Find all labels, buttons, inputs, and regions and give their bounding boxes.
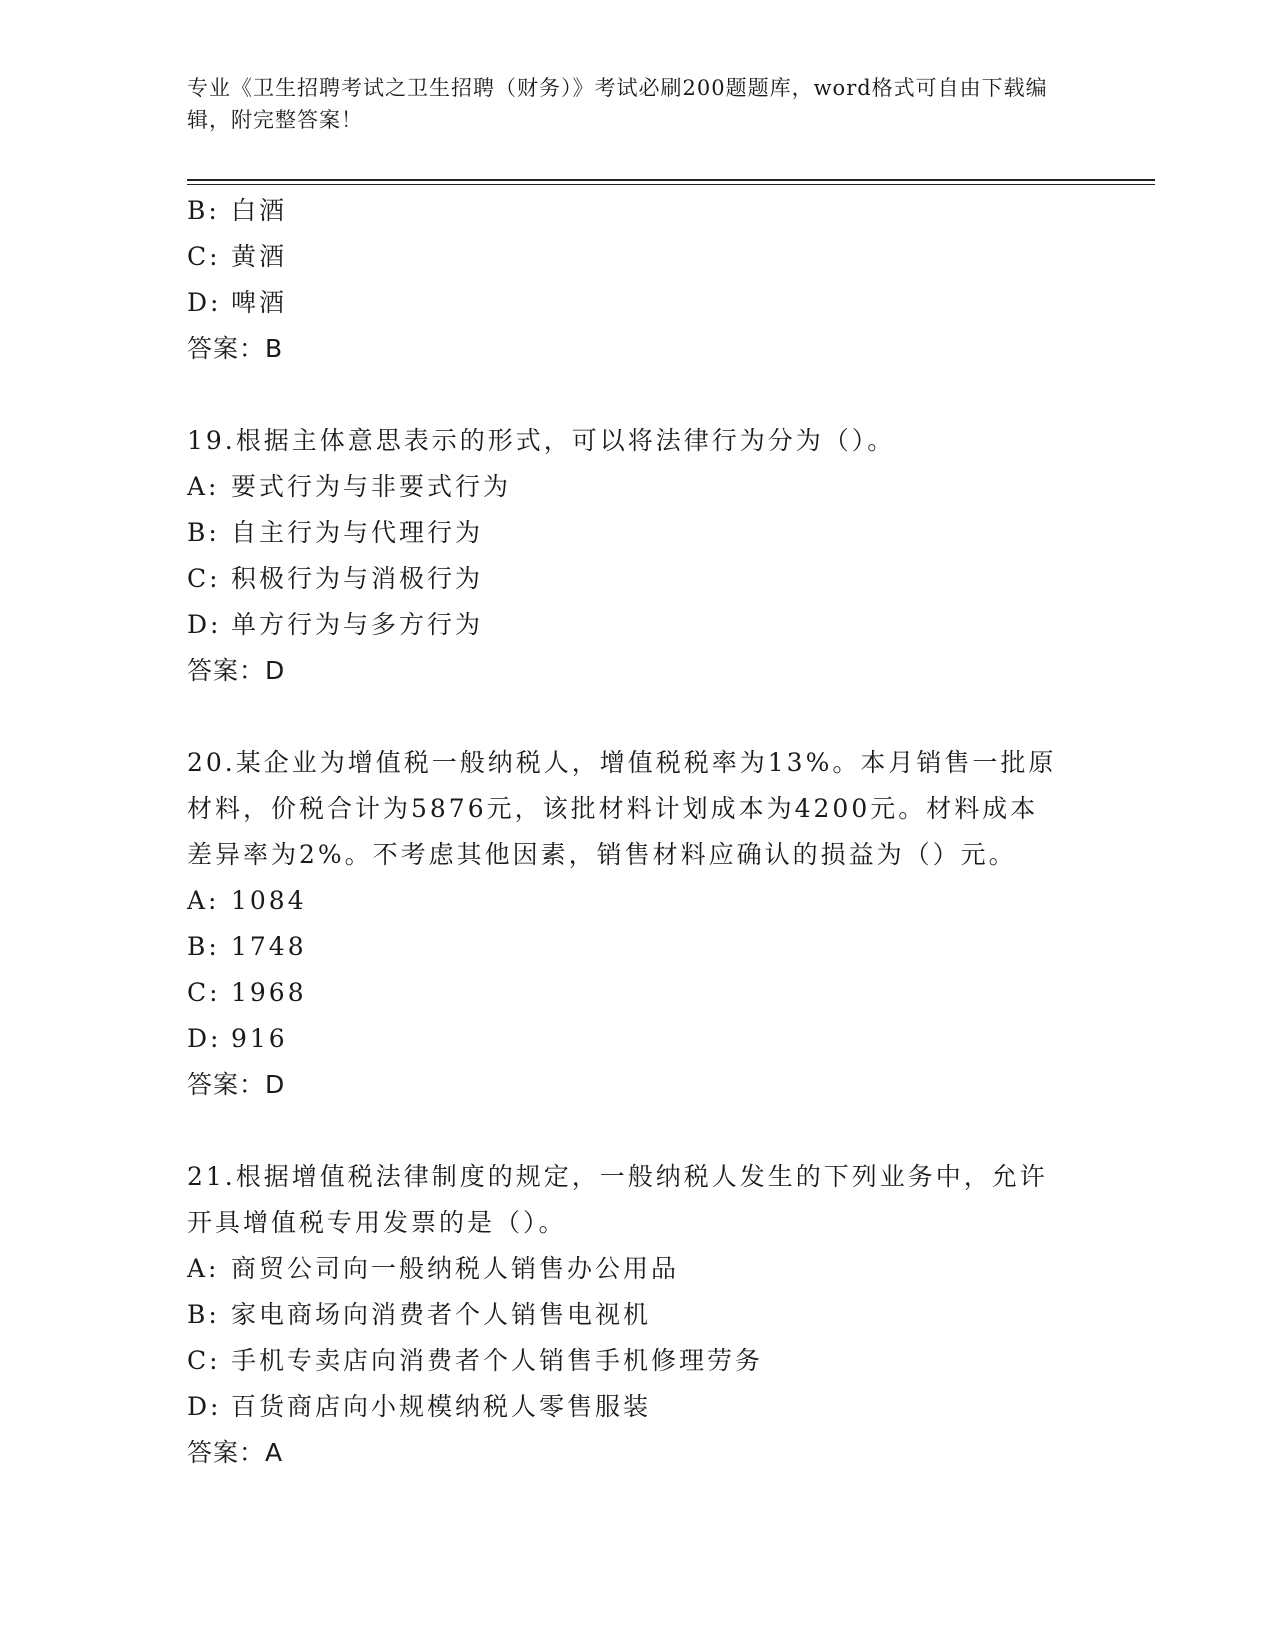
header-rule-thick <box>187 179 1155 181</box>
option-a <box>187 1246 1067 1292</box>
option-c <box>187 234 1067 280</box>
option-key: B: <box>187 196 220 225</box>
option-b <box>187 924 1067 970</box>
option-d <box>187 280 1067 326</box>
spacer <box>187 1108 1067 1154</box>
option-text: 白酒 <box>231 196 288 225</box>
option-text: 手机专卖店向消费者个人销售手机修理劳务 <box>231 1346 764 1375</box>
question-stem-line: 开具增值税专用发票的是（）。 <box>187 1208 567 1237</box>
option-text: 1968 <box>231 978 307 1007</box>
option-key: A: <box>187 886 220 915</box>
option-key: A: <box>187 1254 220 1283</box>
header-rule-thin <box>187 184 1155 185</box>
page-header: 专业《卫生招聘考试之卫生招聘（财务）》考试必刷200题题库，word格式可自由下载编辑，附完整答案！ <box>187 76 1048 132</box>
option-d <box>187 602 1067 648</box>
question-stem-line: 21.根据增值税法律制度的规定，一般纳税人发生的下列业务中，允许 <box>187 1162 1048 1191</box>
option-text: 商贸公司向一般纳税人销售办公用品 <box>231 1254 680 1283</box>
option-a <box>187 464 1067 510</box>
option-key: B: <box>187 932 220 961</box>
option-text: 1084 <box>231 886 307 915</box>
spacer <box>187 694 1067 740</box>
option-d <box>187 1384 1067 1430</box>
option-key: D: <box>187 1024 222 1053</box>
option-b <box>187 510 1067 556</box>
option-text: 1748 <box>231 932 307 961</box>
option-c <box>187 1338 1067 1384</box>
option-b <box>187 188 1067 234</box>
option-key: B: <box>187 518 220 547</box>
option-key: C: <box>187 564 221 593</box>
option-key: D: <box>187 610 222 639</box>
option-a <box>187 878 1067 924</box>
option-d <box>187 1016 1067 1062</box>
option-b <box>187 1292 1067 1338</box>
option-text: 单方行为与多方行为 <box>231 610 484 639</box>
option-key: C: <box>187 1346 221 1375</box>
option-text: 黄酒 <box>231 242 288 271</box>
option-key: B: <box>187 1300 220 1329</box>
option-text: 家电商场向消费者个人销售电视机 <box>231 1300 652 1329</box>
option-text: 要式行为与非要式行为 <box>231 472 512 501</box>
option-c <box>187 556 1067 602</box>
question-list <box>187 188 1067 1476</box>
option-key: C: <box>187 978 221 1007</box>
option-text: 啤酒 <box>231 288 288 317</box>
spacer <box>187 372 1067 418</box>
answer-line: 答案：D <box>187 1070 286 1099</box>
answer-line: 答案：D <box>187 656 286 685</box>
option-text: 自主行为与代理行为 <box>231 518 484 547</box>
option-key: D: <box>187 288 222 317</box>
option-text: 积极行为与消极行为 <box>231 564 484 593</box>
question-19 <box>187 418 1067 694</box>
question-18-continued <box>187 188 1067 372</box>
option-key: D: <box>187 1392 222 1421</box>
question-20 <box>187 740 1067 1108</box>
question-stem-line: 20.某企业为增值税一般纳税人，增值税税率为13%。本月销售一批原 <box>187 748 1057 777</box>
option-key: C: <box>187 242 221 271</box>
option-key: A: <box>187 472 220 501</box>
option-text: 916 <box>231 1024 288 1053</box>
answer-line: 答案：A <box>187 1438 284 1467</box>
document-page <box>187 0 1155 1650</box>
option-text: 百货商店向小规模纳税人零售服装 <box>231 1392 652 1421</box>
question-stem-line: 差异率为2%。不考虑其他因素，销售材料应确认的损益为（）元。 <box>187 840 1017 869</box>
question-21 <box>187 1154 1067 1476</box>
question-stem: 19.根据主体意思表示的形式，可以将法律行为分为（）。 <box>187 426 896 455</box>
question-stem-line: 材料，价税合计为5876元，该批材料计划成本为4200元。材料成本 <box>187 794 1039 823</box>
answer-line: 答案：B <box>187 334 284 363</box>
option-c <box>187 970 1067 1016</box>
